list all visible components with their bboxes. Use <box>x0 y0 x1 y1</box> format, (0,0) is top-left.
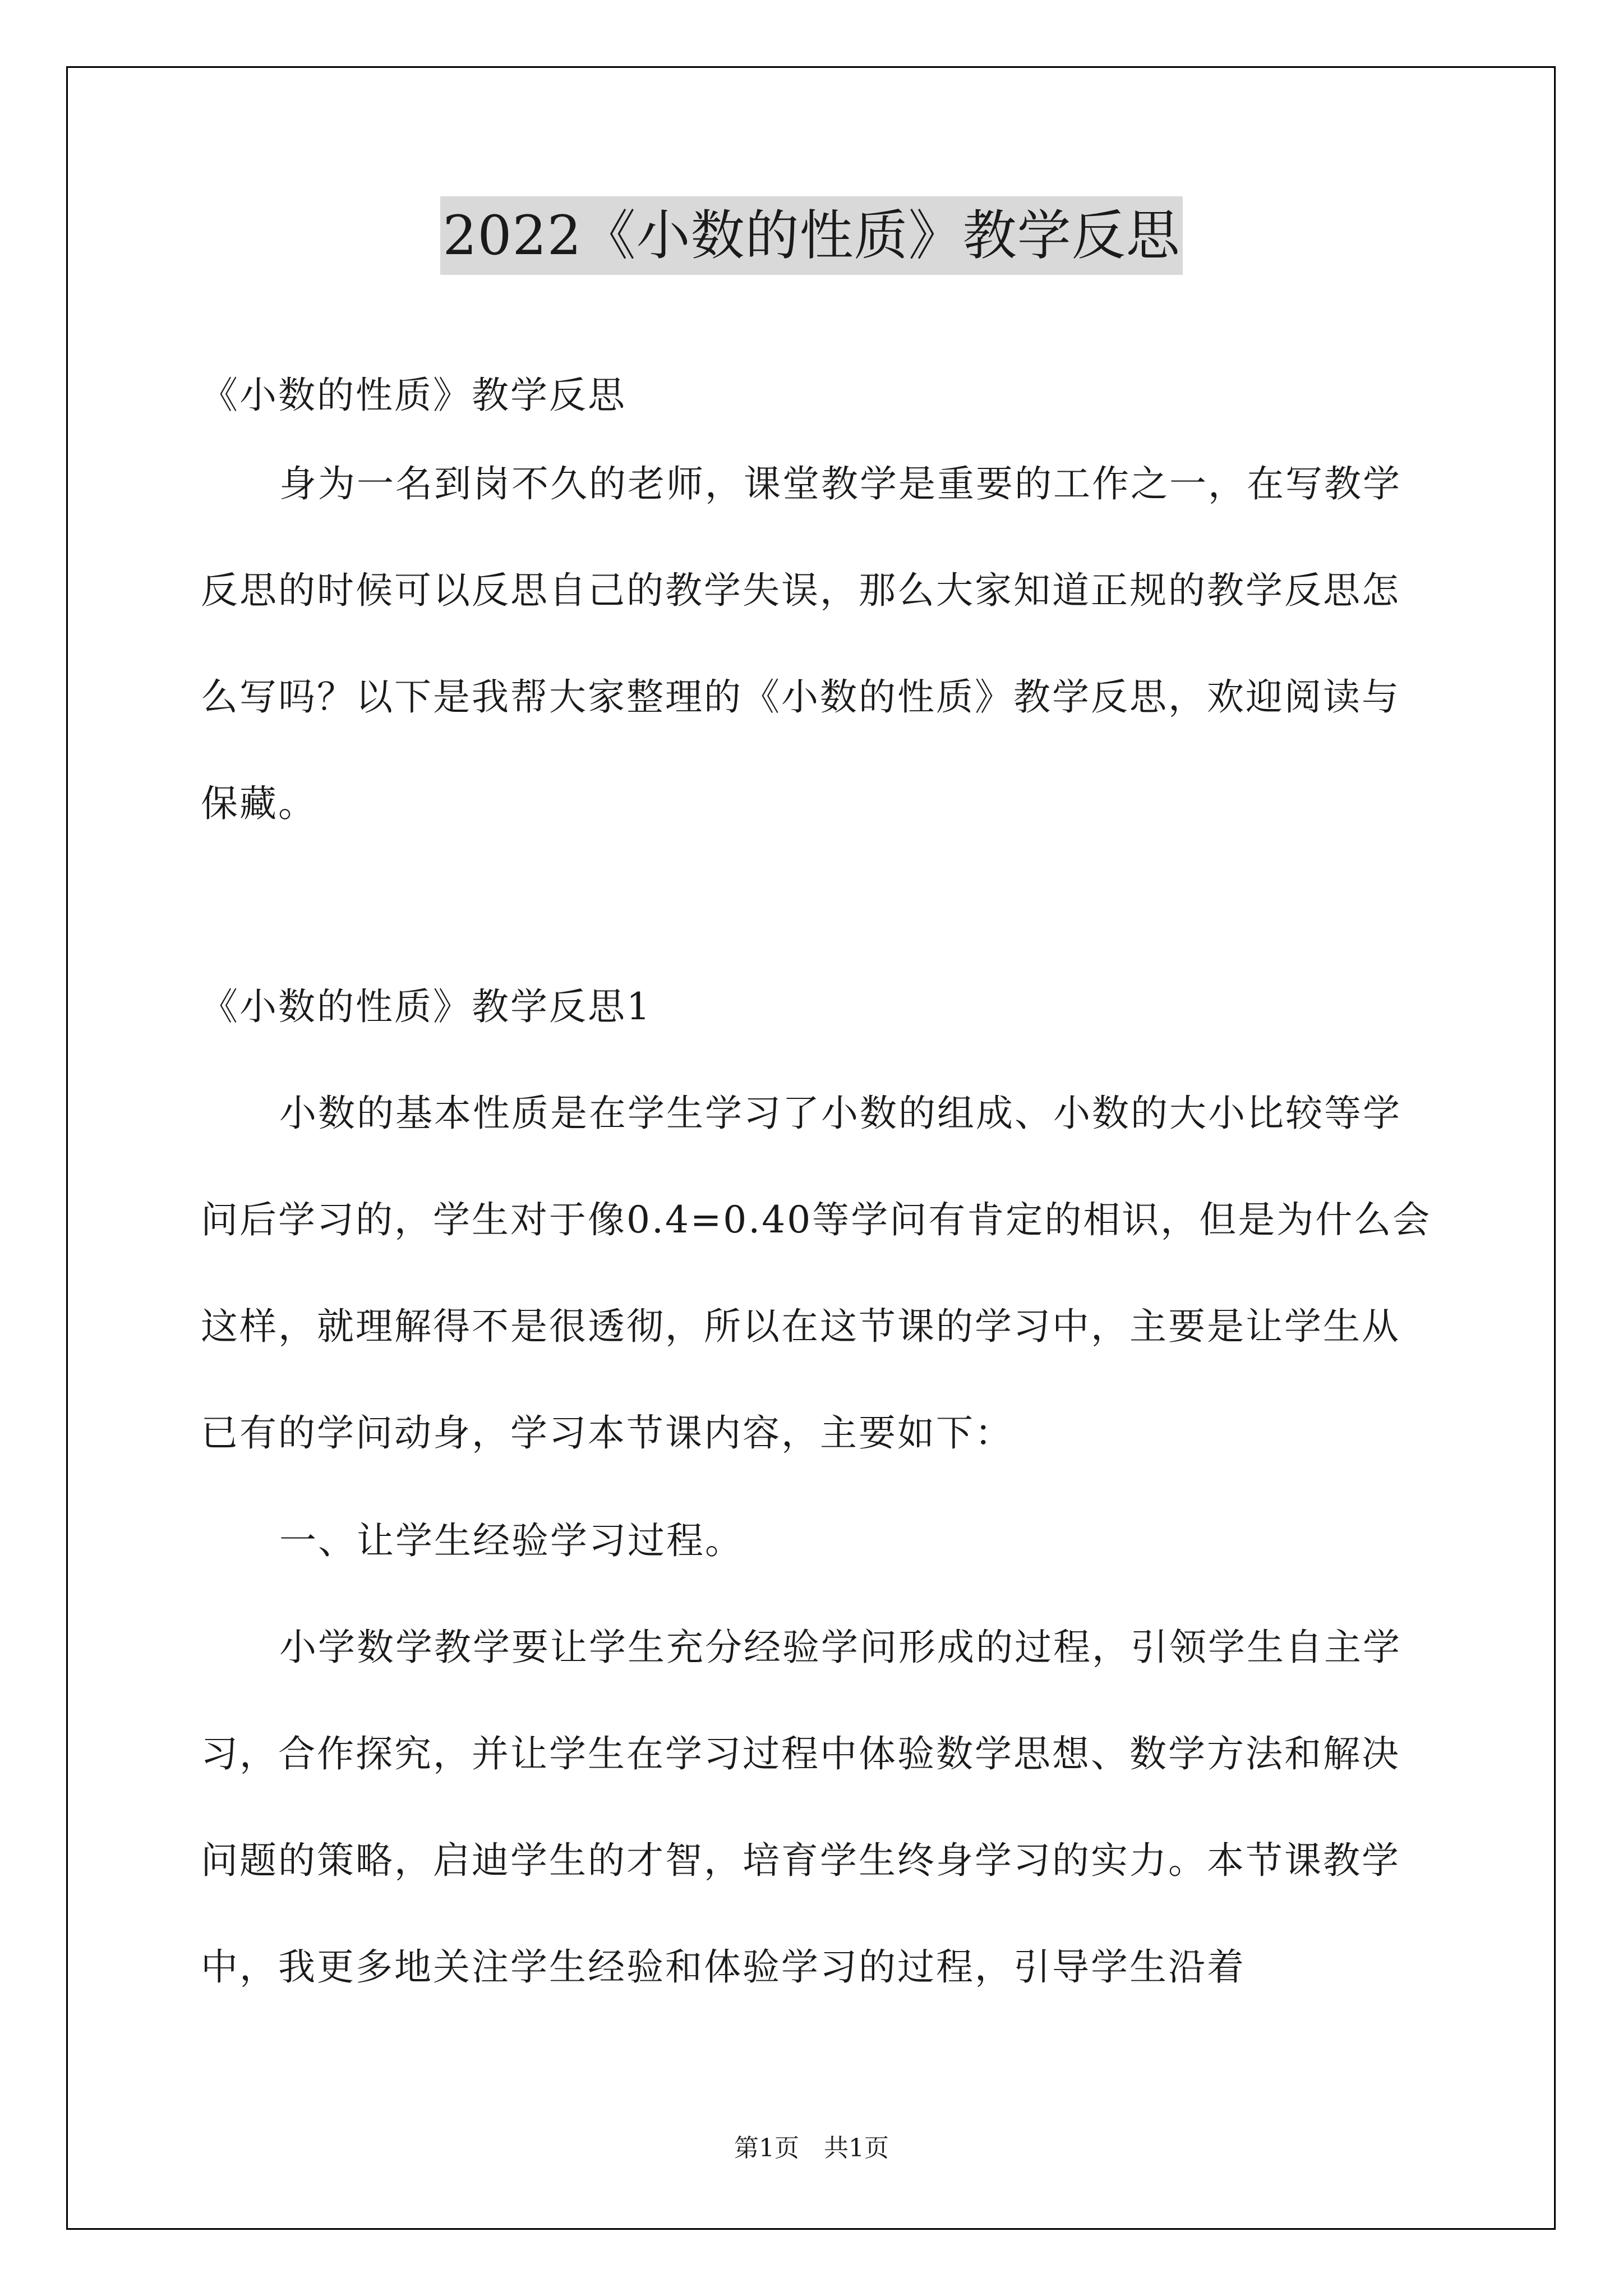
section-heading: 《小数的性质》教学反思1 <box>201 985 652 1028</box>
page-footer: 第1页 共1页 <box>734 2134 889 2162</box>
section-paragraph-2: 小学数学教学要让学生充分经验学问形成的过程，引领学生自主学习，合作探究，并让学生在学习过程中体验数学思想、数学方法和解决问题的策略，启迪学生的才智，培育学生终身学习的实力。本节课教学中，我更多地关注学生经验和体验学习的过程，引导学生沿着 <box>201 1626 1401 1989</box>
title-container <box>0 196 1623 275</box>
document-subtitle: 《小数的性质》教学反思 <box>201 374 626 417</box>
section-point-1: 一、让学生经验学习过程。 <box>279 1519 744 1562</box>
document-title: 2022《小数的性质》教学反思 <box>440 196 1182 275</box>
intro-paragraph: 身为一名到岗不久的老师，课堂教学是重要的工作之一，在写教学反思的时候可以反思自己的教学失误，那么大家知道正规的教学反思怎么写吗？以下是我帮大家整理的《小数的性质》教学反思，欢迎阅读与保藏。 <box>201 462 1401 825</box>
section-paragraph-1: 小数的基本性质是在学生学习了小数的组成、小数的大小比较等学问后学习的，学生对于像0.4=0.40等学问有肯定的相识，但是为什么会这样，就理解得不是很透彻，所以在这节课的学习中，主要是让学生从已有的学问动身，学习本节课内容，主要如下： <box>201 1092 1432 1455</box>
